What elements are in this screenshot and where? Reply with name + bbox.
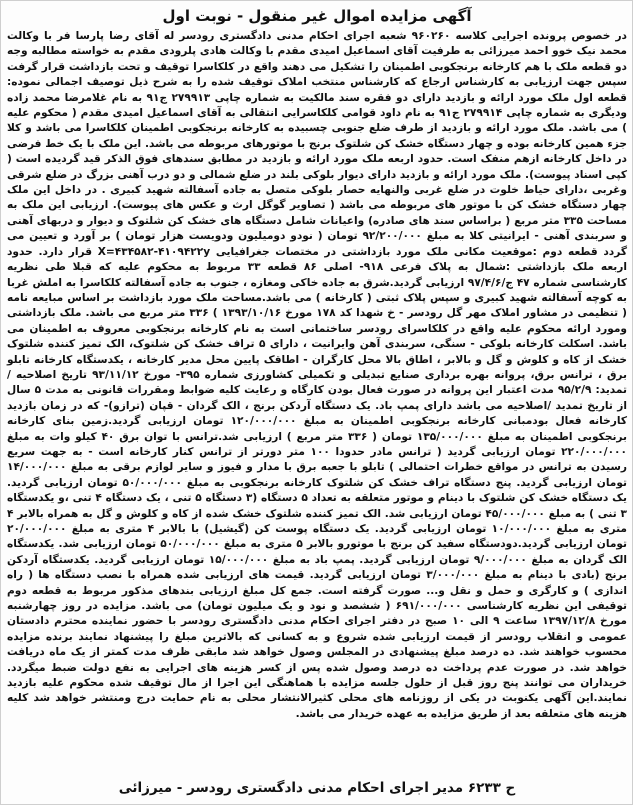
notice-title: آگهی مزایده اموال غیر منقول - نوبت اول — [162, 7, 472, 25]
notice-body: در خصوص پرونده اجرایی کلاسه ۹۶۰۲۶۰ شعبه اجرای احکام مدنی دادگستری رودسر له آقای رضا پارسا فر با وکالت محمد نیک خوو احمد میرزائی به طرفیت آقای اسماعیل امیدی مقدم با وکالت هادی پلرودی مقدم به خواسته مطالبه وجه دو قطعه ملک با هم کارخانه برنجکوبی اطمینان را تشکیل می دهند واقع در کلکاسرا توقیف و تحت بازداشت قرار گرفت سپس جهت ارزیابی به کارشناس ارجاع که کارشناس منتخب املاک توقیف شده را به شرح ذیل توصیف اجمالی نموده: قطعه اول ملک مورد ارائه و بازدید دارای دو فقره سند مالکیت به شماره چاپی ۲۷۹۹۱۳ ج۹۱ به نام غلامرضا محمد زاده ودیگری به شماره چاپی ۲۷۹۹۱۴ ج۹۱ به نام داود قوامی کلکاسرایی انتقالی به آقای اسماعیل امیدی مقدم ( محکوم علیه ) می باشد. ملک مورد ارائه و بازدید از طرف ضلع جنوبی چسبیده به کارخانه برنجکوبی اطمینان کلکاسرا می باشد و کلا جزء همین کارخانه بوده و چهار دستگاه خشک کن شلتوک برنج با موتورهای مربوطه می باشد. این ملک با یک خط فرضی در داخل کارخانه ازهم منفک است. حدود اربعه ملک مورد ارائه و بازدید در مطابق سندهای فوق الذکر قید گردیده است ( کپی اسناد پیوست). ملک مورد ارائه و بازدید دارای دیوار بلوکی بلند در ضلع شمالی و دو درب آهنی بزرگ در ضلع شرقی وغربی ،دارای حیاط خلوت در ضلع غربی والنهایه حصار بلوکی متصل به جاده آسفالته شهید کبیری . در داخل این ملک چهار دستگاه خشک کن با موتور های مربوطه می باشد ( تصاویر گوگل ارث و عکس های پیوست). ارزیابی این ملک به مساحت ۳۳۵ متر مربع ( براساس سند های صادره) واعیانات شامل دستگاه های خشک کن شلتوک و دیوار و دربهای آهنی و سربندی آهنی - ایرانیتی کلا به مبلغ ۹۲/۲۰۰/۰۰۰ تومان ( نودو دومیلیون ودویست هزار تومان ) بر آورد و تعیین می گردد قطعه دوم :موقعیت مکانی ملک مورد بازداشتی در مختصات جغرافیایی X=۴۳۴۵۸۲-۴۱۰۹۴۲۲y قرار دارد. حدود اربعه ملک بازداشتی :شمال به پلاک فرعی ۹۱۸- اصلی ۸۶ قطعه ۳۳ مربوط به محکوم علیه که قبلا طی نظریه کارشناسی شماره ۴۷ ج/۹۷/۴/۶ ارزیابی گردید.شرق به جاده خاکی ومغازه ، جنوب به جاده آسفالته کلکاسرا به املش غربا به کوچه آسفالته شهید کبیری و سپس پلاک ثبتی ( کارخانه ) می باشد.مساحت ملک مورد بازداشت بر اساس مبایعه نامه ( تنظیمی در مشاور املاک مهر گل رودسر - خ شهدا کد ۱۷۸ مورخ ۱۳۹۳/۱۰/۱۶ ) ۳۳۶ متر مربع می باشد. ملک بازداشتی ومورد ارائه محکوم علیه واقع در کلکاسرای رودسر ساختمانی است به نام کارخانه برنجکوبی معروف به اطمینان می باشد. اسکلت کارخانه بلوکی - سنگی، سربندی آهن وایرانیت ، دارای ۵ تراف خشک کن شلتوک، الک تمیز کننده شلتوک خشک از کاه و کلوش و گل و بالابر ، اطاق بالا محل کارگران - اطاقک پایین محل مدیر کارخانه ، یکدستگاه کارخانه تابلو برق ، ترانس برق، پروانه بهره برداری صنایع تبدیلی و تکمیلی کشاورزی شماره ۳۹۵- مورخ ۹۳/۱۱/۱۲ تاریخ اصلاحیه / تمدید: ۹۵/۲/۹ مدت اعتبار این پروانه در صورت فعال بودن کارگاه و رعایت کلیه ضوابط ومقررات قانونی به مدت ۵ سال از تاریخ تمدید /اصلاحیه می باشد دارای پمپ باد. یک دستگاه آردکن برنج ، الک گردان - قپان (ترازو)- که در زمان بازدید کارخانه فعال بودمبانی کارخانه برنجکوبی اطمینان به مبلغ ۱۲۰/۰۰۰/۰۰۰ تومان ارزیابی گردید.زمین بنای کارخانه برنجکوبی اطمینان به مبلغ ۱۳۵/۰۰۰/۰۰۰ تومان ( ۳۳۶ متر مربع ) ارزیابی شد.ترانس با توان برق ۴۰ کیلو وات به مبلغ ۲۲۰/۰۰۰/۰۰۰ تومان ارزیابی گردید ( ترانس مادر حدودا ۱۰۰ متر دورتر از ترانس کنار کارخانه است - به جهت سریع رسیدن به ترانس در مواقع خطرات احتمالی ) تابلو با جعبه برق با مدار و فیوز و سایر لوازم برقی به مبلغ ۱۴/۰۰۰/۰۰۰ تومان ارزیابی گردید. پنج دستگاه تراف خشک کن شلتوک کارخانه برنجکوبی به مبلغ ۵۰/۰۰۰/۰۰۰ تومان ارزیابی گردید. یک دستگاه خشک کن شلتوک با دینام و موتور متعلقه به تعداد ۵ دستگاه (۳ دستگاه ۵ تنی ، یک دستگاه ۴ تنی ،و یکدستگاه ۳ تنی ) به مبلغ ۴۵/۰۰۰/۰۰۰ تومان ارزیابی شد. الک تمیز کننده شلتوک خشک شده از کاه و کلوش و گل به همراه بالابر ۴ متری به مبلغ ۱۰/۰۰۰/۰۰۰ تومان ارزیابی گردید. یک دستگاه پوست کن (گیشیل) با بالابر ۴ متری به مبلغ ۲۰/۰۰۰/۰۰۰ تومان ارزیابی گردید.دودستگاه سفید کن برنج با موتورو بالابر ۵ متری به مبلغ ۵۰/۰۰۰/۰۰۰ تومان ارزیابی شد. یکدستگاه الک گردان به مبلغ ۹/۰۰۰/۰۰۰ تومان ارزیابی گردید. پمپ باد به مبلغ ۱۵/۰۰۰/۰۰۰ تومان ارزیابی گردید. یکدستگاه آردکن برنج (بادی با دینام به مبلغ ۳/۰۰۰/۰۰۰ تومان ارزیابی گردید. قیمت های ارزیابی شده همراه با نصب دستگاه ها ( راه اندازی ) و کارگری و حمل و نقل و... صورت گرفته است. جمع کل مبلغ ارزیابی بندهای مذکور مربوط به قطعه دوم توقیفی این نظریه کارشناسی ۶۹۱/۰۰۰/۰۰۰ ( ششصد و نود و یک میلیون تومان) می باشد. مزایده در روز چهارشنبه مورخ ۱۳۹۷/۱۲/۸ ساعت ۹ الی ۱۰ صبح در دفتر اجرای احکام مدنی دادگستری رودسر با حضور نماینده محترم دادستان عمومی و انقلاب رودسر از قیمت ارزیابی شده شروع و به کسانی که بالاترین مبلغ را پیشنهاد نمایند برنده مزایده محسوب خواهند شد. ده درصد مبلغ پیشنهادی در المجلس وصول خواهد شد مابقی ظرف مدت کمتر از یک ماه دریافت خواهد شد. در صورت عدم پرداخت ده درصد وصول شده پس از کسر هزینه های اجرایی به نفع دولت ضبط میگردد. خریداران می توانند پنج روز قبل از حلول جلسه مزایده با هماهنگی این اجرا از مال توقیف شده محکوم علیه بازدید نمایند.این آگهی یکنوبت در یکی از روزنامه های محلی کثیرالانتشار محلی به نام حمایت درج ومنتشر خواهد شد کلیه هزینه های متعلقه بعد از طریق مزایده به عهده خریدار می باشد. — [7, 30, 628, 720]
auction-notice — [7, 5, 627, 800]
notice-signature: ح ۶۲۳۳ مدیر اجرای احکام مدنی دادگستری رودسر - میرزائی — [118, 780, 516, 796]
